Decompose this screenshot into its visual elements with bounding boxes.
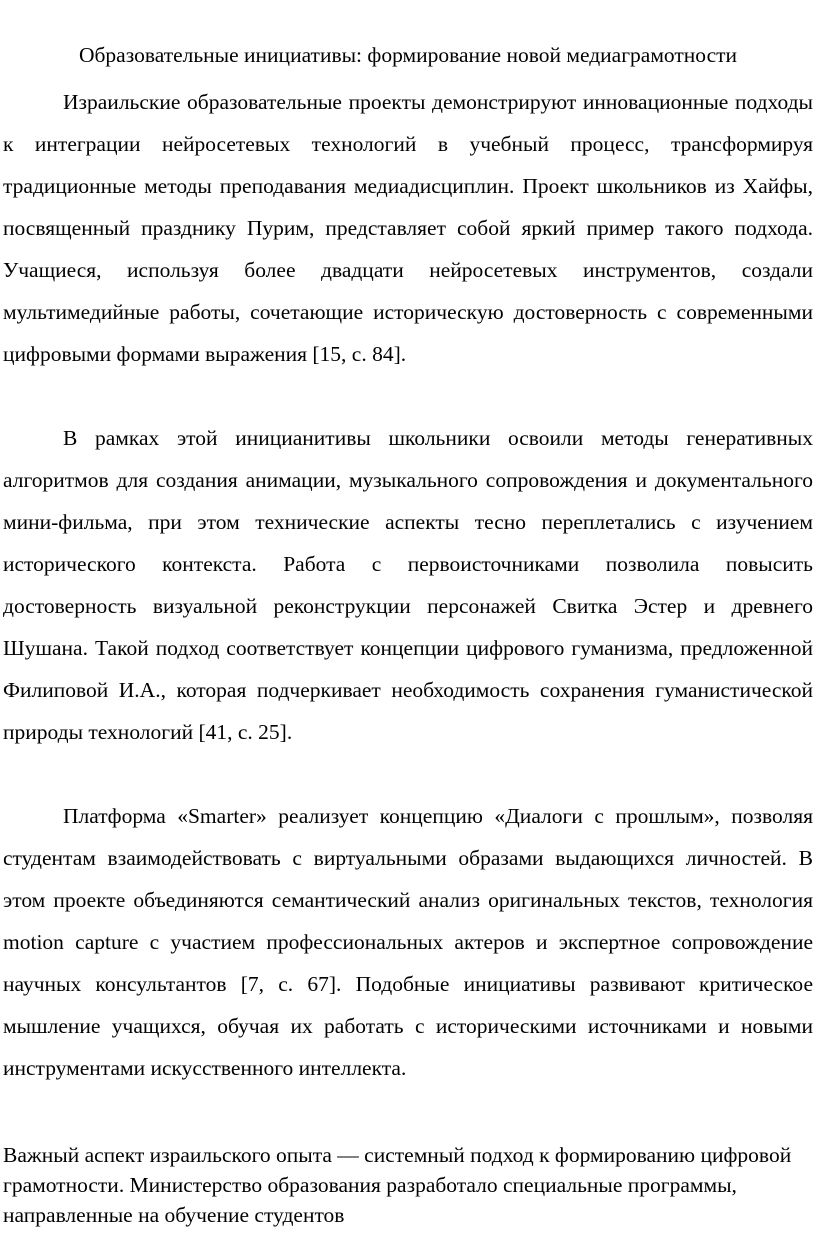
paragraph-israeli-projects: Израильские образовательные проекты демонстрируют инновационные подходы к интеграции нейросетевых технологий в учебный процесс, трансформируя традиционные методы преподавания медиадисциплин. Проект школьников из Хайфы, посвященный празднику Пурим, представляет собой яркий пример такого подхода. Учащиеся, используя более двадцати нейросетевых инструментов, создали мультимедийные работы, сочетающие историческую достоверность с современными цифровыми формами выражения [15, с. 84]. [3, 90, 813, 366]
paragraph-initiative-methods: В рамках этой иницианитивы школьники освоили методы генеративных алгоритмов для создания анимации, музыкального сопровождения и документального мини-фильма, при этом технические аспекты тесно переплетались с изучением исторического контекста. Работа с первоисточниками позволила повысить достоверность визуальной реконструкции персонажей Свитка Эстер и древнего Шушана. Такой подход соответствует концепции цифрового гуманизма, предложенной Филиповой И.А., которая подчеркивает необходимость сохранения гуманистической природы технологий [41, с. 25]. [3, 426, 813, 744]
paragraph-digital-literacy: Важный аспект израильского опыта — системный подход к формированию цифровой грамотности. Министерство образования разработало специальные программы, направленные на обучение студентов [3, 1143, 792, 1227]
paragraph-smarter-platform: Платформа «Smarter» реализует концепцию «Диалоги с прошлым», позволяя студентам взаимодействовать с виртуальными образами выдающихся личностей. В этом проекте объединяются семантический анализ оригинальных текстов, технология motion capture с участием профессиональных актеров и экспертное сопровождение научных консультантов [7, с. 67]. Подобные инициативы развивают критическое мышление учащихся, обучая их работать с историческими источниками и новыми инструментами искусственного интеллекта. [3, 804, 813, 1080]
document-title: Образовательные инициативы: формирование новой медиаграмотности [78, 43, 738, 67]
